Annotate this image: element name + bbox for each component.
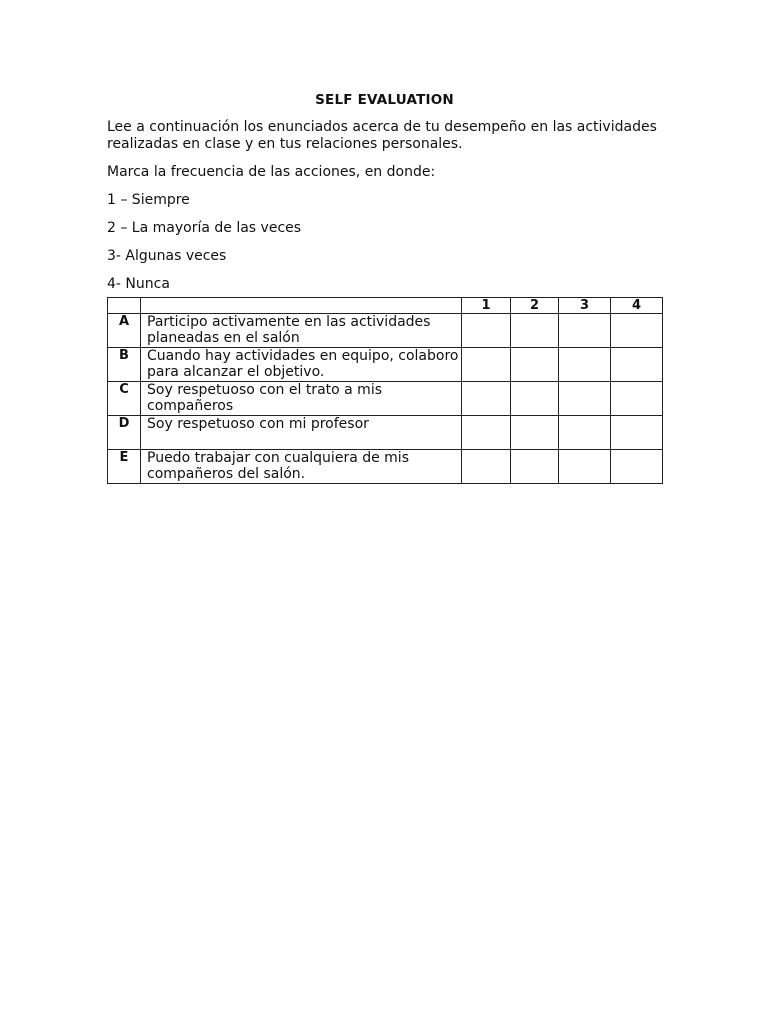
rating-cell-4[interactable]: [611, 450, 663, 484]
rating-cell-1[interactable]: [462, 348, 511, 382]
row-letter: B: [108, 348, 141, 382]
document-page: [107, 92, 662, 484]
row-letter: C: [108, 382, 141, 416]
rating-cell-4[interactable]: [611, 416, 663, 450]
instruction-paragraph: Marca la frecuencia de las acciones, en donde:: [107, 164, 436, 180]
header-statement: [141, 298, 462, 314]
rating-cell-2[interactable]: [511, 382, 559, 416]
table-header-row: [108, 298, 663, 314]
header-frequency-4: 4: [611, 298, 663, 314]
scale-item-1: 1 – Siempre: [107, 192, 190, 208]
table-row: [108, 314, 663, 348]
rating-cell-3[interactable]: [559, 416, 611, 450]
table-row: [108, 348, 663, 382]
intro-paragraph: Lee a continuación los enunciados acerca de tu desempeño en las actividades realizadas en clase y en tus relaciones personales.: [107, 119, 657, 152]
rating-cell-4[interactable]: [611, 382, 663, 416]
table-row: [108, 416, 663, 450]
rating-cell-3[interactable]: [559, 450, 611, 484]
row-letter: E: [108, 450, 141, 484]
row-statement: Cuando hay actividades en equipo, colaboro para alcanzar el objetivo.: [141, 348, 462, 382]
rating-cell-1[interactable]: [462, 382, 511, 416]
row-statement: Puedo trabajar con cualquiera de mis compañeros del salón.: [141, 450, 462, 484]
rating-cell-1[interactable]: [462, 450, 511, 484]
evaluation-table: [107, 297, 663, 484]
table-row: [108, 450, 663, 484]
rating-cell-4[interactable]: [611, 314, 663, 348]
rating-cell-2[interactable]: [511, 314, 559, 348]
row-letter: D: [108, 416, 141, 450]
header-frequency-1: 1: [462, 298, 511, 314]
row-letter: A: [108, 314, 141, 348]
rating-cell-2[interactable]: [511, 416, 559, 450]
row-statement: Participo activamente en las actividades planeadas en el salón: [141, 314, 462, 348]
scale-item-4: 4- Nunca: [107, 276, 170, 292]
row-statement: Soy respetuoso con el trato a mis compañeros: [141, 382, 462, 416]
header-frequency-2: 2: [511, 298, 559, 314]
document-title: SELF EVALUATION: [315, 92, 454, 108]
scale-item-3: 3- Algunas veces: [107, 248, 227, 264]
header-frequency-3: 3: [559, 298, 611, 314]
rating-cell-4[interactable]: [611, 348, 663, 382]
rating-cell-3[interactable]: [559, 382, 611, 416]
rating-cell-1[interactable]: [462, 416, 511, 450]
row-statement: Soy respetuoso con mi profesor: [141, 416, 462, 450]
rating-cell-2[interactable]: [511, 348, 559, 382]
rating-cell-2[interactable]: [511, 450, 559, 484]
rating-cell-1[interactable]: [462, 314, 511, 348]
rating-cell-3[interactable]: [559, 314, 611, 348]
table-row: [108, 382, 663, 416]
header-letter: [108, 298, 141, 314]
scale-item-2: 2 – La mayoría de las veces: [107, 220, 302, 236]
rating-cell-3[interactable]: [559, 348, 611, 382]
